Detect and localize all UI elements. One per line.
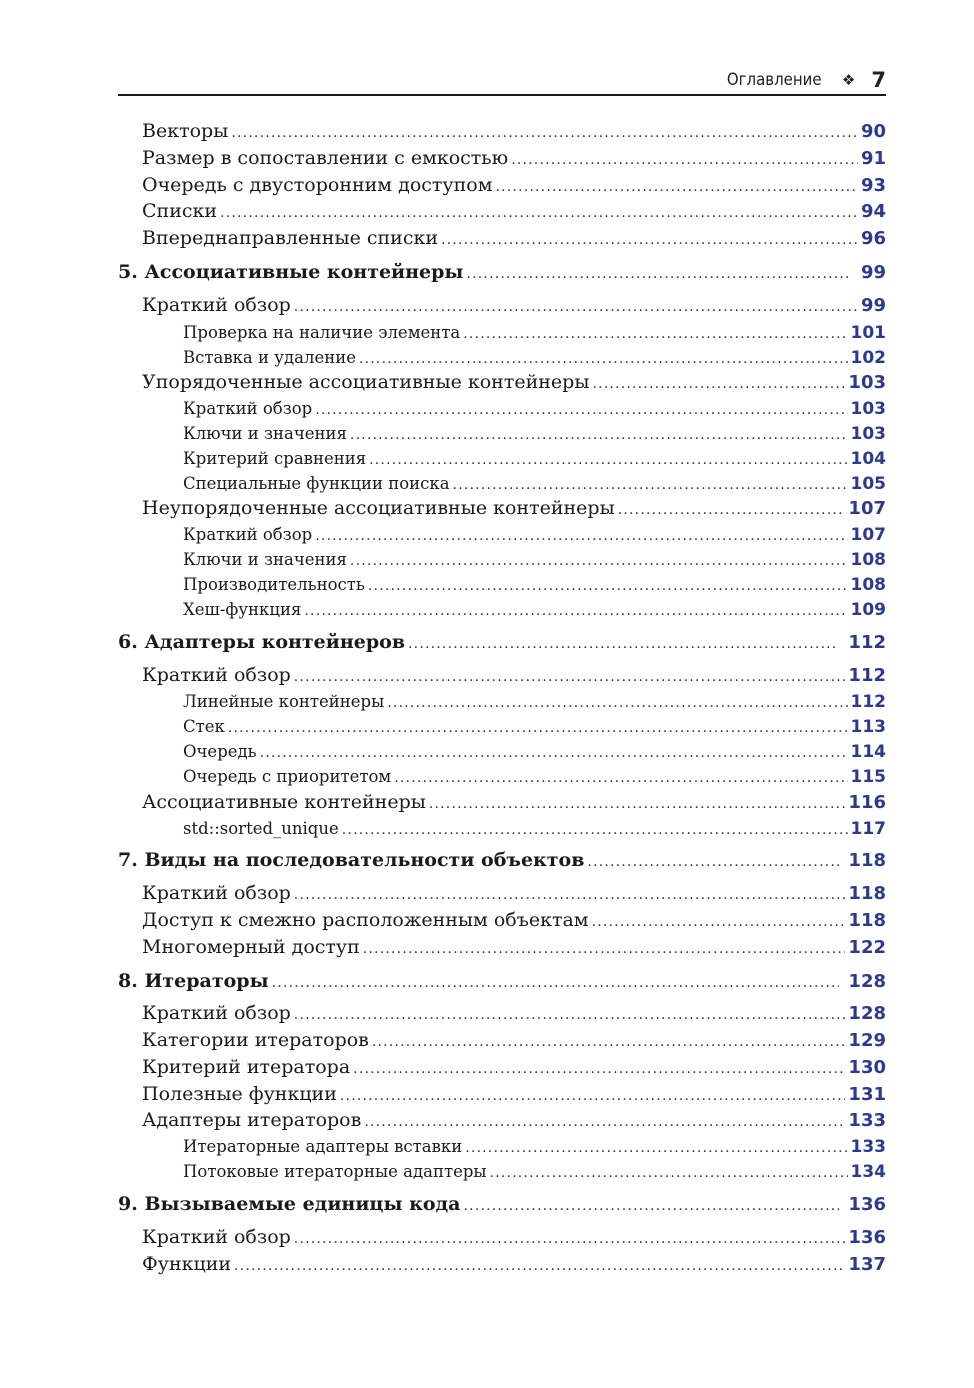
toc-entry-page: 122 (848, 937, 886, 958)
toc-entry[interactable] (142, 1226, 886, 1248)
dot-leader (368, 578, 848, 594)
dot-leader (272, 975, 840, 991)
toc-entry-title: Линейные контейнеры (183, 691, 385, 711)
dot-leader (453, 477, 848, 493)
toc-entry-title: Доступ к смежно расположенным объектам (142, 909, 589, 931)
toc-entry[interactable] (183, 525, 886, 545)
toc-entry[interactable] (183, 575, 886, 595)
toc-entry[interactable] (183, 717, 886, 737)
toc-entry-page: 103 (848, 372, 886, 393)
dot-leader (342, 822, 848, 838)
dot-leader (294, 1231, 846, 1247)
toc-entry-title: 5. Ассоциативные контейнеры (118, 261, 464, 283)
toc-entry[interactable] (142, 371, 886, 393)
toc-entry-page: 117 (850, 818, 886, 839)
toc-entry-page: 108 (850, 574, 886, 595)
dot-leader (465, 1140, 847, 1156)
toc-entry-title: Неупорядоченные ассоциативные контейнеры (142, 497, 615, 519)
toc-entry[interactable] (142, 1083, 886, 1105)
header-right (714, 68, 886, 92)
toc-entry-page: 137 (848, 1254, 886, 1275)
toc-entry-title: Векторы (142, 120, 229, 142)
toc-entry-page: 136 (848, 1227, 886, 1248)
toc-entry-page: 104 (850, 448, 886, 469)
toc-entry-page: 99 (860, 295, 886, 316)
dot-leader (294, 299, 858, 315)
toc-entry[interactable] (142, 1002, 886, 1024)
toc-entry-page: 130 (848, 1057, 886, 1078)
dot-leader (315, 402, 847, 418)
header-page-number: 7 (871, 68, 886, 92)
toc-entry-title: 6. Адаптеры контейнеров (118, 631, 406, 653)
toc-entry-title: Специальные функции поиска (183, 473, 450, 493)
toc-entry[interactable] (142, 227, 886, 249)
toc-entry-page: 108 (850, 549, 886, 570)
toc-entry-page: 103 (850, 398, 886, 419)
toc-chapter-entry[interactable] (118, 261, 886, 283)
dot-leader (387, 695, 847, 711)
toc-entry-page: 129 (848, 1030, 886, 1051)
toc-entry-title: Адаптеры итераторов (142, 1109, 362, 1131)
toc-entry-title: Итераторные адаптеры вставки (183, 1136, 463, 1156)
toc-entry-title: Полезные функции (142, 1083, 337, 1105)
toc-entry-title: std::sorted_unique (183, 818, 339, 838)
toc-entry-page: 116 (848, 792, 886, 813)
toc-entry[interactable] (183, 767, 886, 787)
toc-entry-title: Функции (142, 1253, 232, 1275)
dot-leader (364, 1114, 845, 1130)
toc-entry-title: Очередь (183, 741, 257, 761)
toc-entry-page: 113 (850, 716, 886, 737)
toc-entry-title: Ключи и значения (183, 549, 347, 569)
toc-entry-page: 133 (848, 1110, 886, 1131)
toc-entry[interactable] (142, 1109, 886, 1131)
toc-entry[interactable] (183, 600, 886, 620)
toc-entry-page: 94 (860, 201, 886, 222)
toc-entry-page: 128 (848, 1003, 886, 1024)
toc-entry-title: Критерий сравнения (183, 448, 367, 468)
toc-entry[interactable] (142, 120, 886, 142)
toc-entry-title: Списки (142, 200, 218, 222)
toc-chapter-entry[interactable] (118, 1193, 886, 1215)
toc-entry-page: 112 (848, 665, 886, 686)
toc-entry-title: Впереднаправленные списки (142, 227, 439, 249)
toc-entry-page: 114 (850, 741, 886, 762)
toc-entry[interactable] (142, 909, 886, 931)
toc-entry-title: Упорядоченные ассоциативные контейнеры (142, 371, 590, 393)
toc-entry-page: 90 (860, 121, 886, 142)
ornament-icon: ❖ (841, 71, 856, 89)
toc-entry-title: Ключи и значения (183, 423, 347, 443)
toc-entry[interactable] (183, 323, 886, 343)
toc-entry-page: 115 (850, 766, 886, 787)
dot-leader (340, 1088, 846, 1104)
toc-entry-title: Краткий обзор (142, 664, 291, 686)
toc-entry-page: 101 (850, 322, 886, 343)
dot-leader (359, 351, 848, 367)
dot-leader (372, 1034, 846, 1050)
dot-leader (408, 636, 839, 652)
running-header (118, 66, 886, 96)
toc-entry[interactable] (142, 664, 886, 686)
dot-leader (353, 1061, 845, 1077)
dot-leader (231, 125, 858, 141)
dot-leader (294, 1007, 846, 1023)
toc-entry[interactable] (142, 174, 886, 196)
toc-entry-page: 96 (860, 228, 886, 249)
toc-chapter-entry[interactable] (118, 849, 886, 871)
dot-leader (260, 745, 848, 761)
toc-entry-page: 118 (848, 850, 886, 871)
toc-entry-page: 134 (850, 1161, 886, 1182)
toc-entry-page: 133 (850, 1136, 886, 1157)
toc-entry-title: Краткий обзор (142, 1226, 291, 1248)
toc-entry-title: Проверка на наличие элемента (183, 322, 461, 342)
toc-entry-page: 99 (860, 262, 886, 283)
toc-entry-title: Многомерный доступ (142, 936, 360, 958)
dot-leader (350, 553, 848, 569)
toc-entry-page: 136 (848, 1194, 886, 1215)
dot-leader (394, 770, 847, 786)
toc-entry-title: Очередь с двусторонним доступом (142, 174, 493, 196)
toc-entry-title: 9. Вызываемые единицы кода (118, 1193, 461, 1215)
toc-entry-page: 128 (848, 971, 886, 992)
toc-entry[interactable] (183, 449, 886, 469)
toc-entry-title: Очередь с приоритетом (183, 766, 392, 786)
toc-chapter-entry[interactable] (118, 631, 886, 653)
toc-entry[interactable] (142, 936, 886, 958)
dot-leader (369, 452, 847, 468)
toc-entry-title: Краткий обзор (183, 524, 313, 544)
toc-entry-page: 93 (860, 175, 886, 196)
toc-entry[interactable] (142, 497, 886, 519)
dot-leader (228, 720, 848, 736)
toc-entry[interactable] (142, 294, 886, 316)
dot-leader (466, 266, 851, 282)
toc-entry[interactable] (142, 882, 886, 904)
toc-entry-page: 118 (848, 910, 886, 931)
toc-entry[interactable] (183, 819, 886, 839)
toc-chapter-entry[interactable] (118, 970, 886, 992)
dot-leader (490, 1165, 848, 1181)
toc-entry[interactable] (142, 1056, 886, 1078)
toc-entry-page: 103 (850, 423, 886, 444)
toc-entry-title: Потоковые итераторные адаптеры (183, 1161, 487, 1181)
toc-entry[interactable] (142, 200, 886, 222)
toc-entry-page: 105 (850, 473, 886, 494)
toc-entry[interactable] (183, 1162, 886, 1182)
dot-leader (315, 528, 847, 544)
toc-entry-title: 7. Виды на последовательности объектов (118, 849, 585, 871)
toc-entry-page: 131 (848, 1084, 886, 1105)
dot-leader (234, 1258, 845, 1274)
toc-entry-title: Краткий обзор (142, 294, 291, 316)
dot-leader (294, 669, 846, 685)
dot-leader (441, 232, 858, 248)
toc-entry-title: Краткий обзор (183, 398, 313, 418)
toc-entry[interactable] (183, 742, 886, 762)
toc-entry-title: Ассоциативные контейнеры (142, 791, 426, 813)
toc-entry-title: Категории итераторов (142, 1029, 369, 1051)
toc-entry[interactable] (142, 147, 886, 169)
dot-leader (429, 796, 846, 812)
toc-entry[interactable] (183, 550, 886, 570)
dot-leader (350, 427, 848, 443)
toc-entry-title: Критерий итератора (142, 1056, 351, 1078)
toc-entry[interactable] (183, 692, 886, 712)
toc-entry-page: 112 (850, 691, 886, 712)
toc-entry-title: Размер в сопоставлении с емкостью (142, 147, 509, 169)
toc-entry-page: 118 (848, 883, 886, 904)
toc-entry[interactable] (142, 791, 886, 813)
toc-entry-title: Хеш-функция (183, 599, 302, 619)
dot-leader (464, 1198, 840, 1214)
toc-entry-page: 109 (850, 599, 886, 620)
toc-entry[interactable] (183, 1137, 886, 1157)
dot-leader (592, 376, 845, 392)
toc-entry-title: Краткий обзор (142, 882, 291, 904)
dot-leader (511, 152, 858, 168)
toc-entry[interactable] (183, 348, 886, 368)
toc-entry-title: Производительность (183, 574, 365, 594)
toc-entry-title: Стек (183, 716, 225, 736)
toc-entry-title: Краткий обзор (142, 1002, 291, 1024)
toc-entry[interactable] (142, 1253, 886, 1275)
toc-entry-page: 107 (848, 498, 886, 519)
toc-entry-page: 102 (850, 347, 886, 368)
toc-entry[interactable] (142, 1029, 886, 1051)
dot-leader (495, 179, 857, 195)
dot-leader (220, 205, 858, 221)
toc-entry-title: 8. Итераторы (118, 970, 269, 992)
toc-entry-title: Вставка и удаление (183, 347, 356, 367)
dot-leader (592, 914, 846, 930)
toc-entry-page: 112 (848, 632, 886, 653)
dot-leader (304, 603, 847, 619)
toc-entry-page: 91 (860, 148, 886, 169)
toc-entry[interactable] (183, 399, 886, 419)
header-title: Оглавление (727, 70, 822, 90)
dot-leader (463, 326, 847, 342)
dot-leader (587, 854, 839, 870)
toc-entry[interactable] (183, 424, 886, 444)
dot-leader (618, 502, 846, 518)
dot-leader (363, 941, 846, 957)
toc-entry-page: 107 (850, 524, 886, 545)
dot-leader (294, 887, 846, 903)
toc-entry[interactable] (183, 474, 886, 494)
